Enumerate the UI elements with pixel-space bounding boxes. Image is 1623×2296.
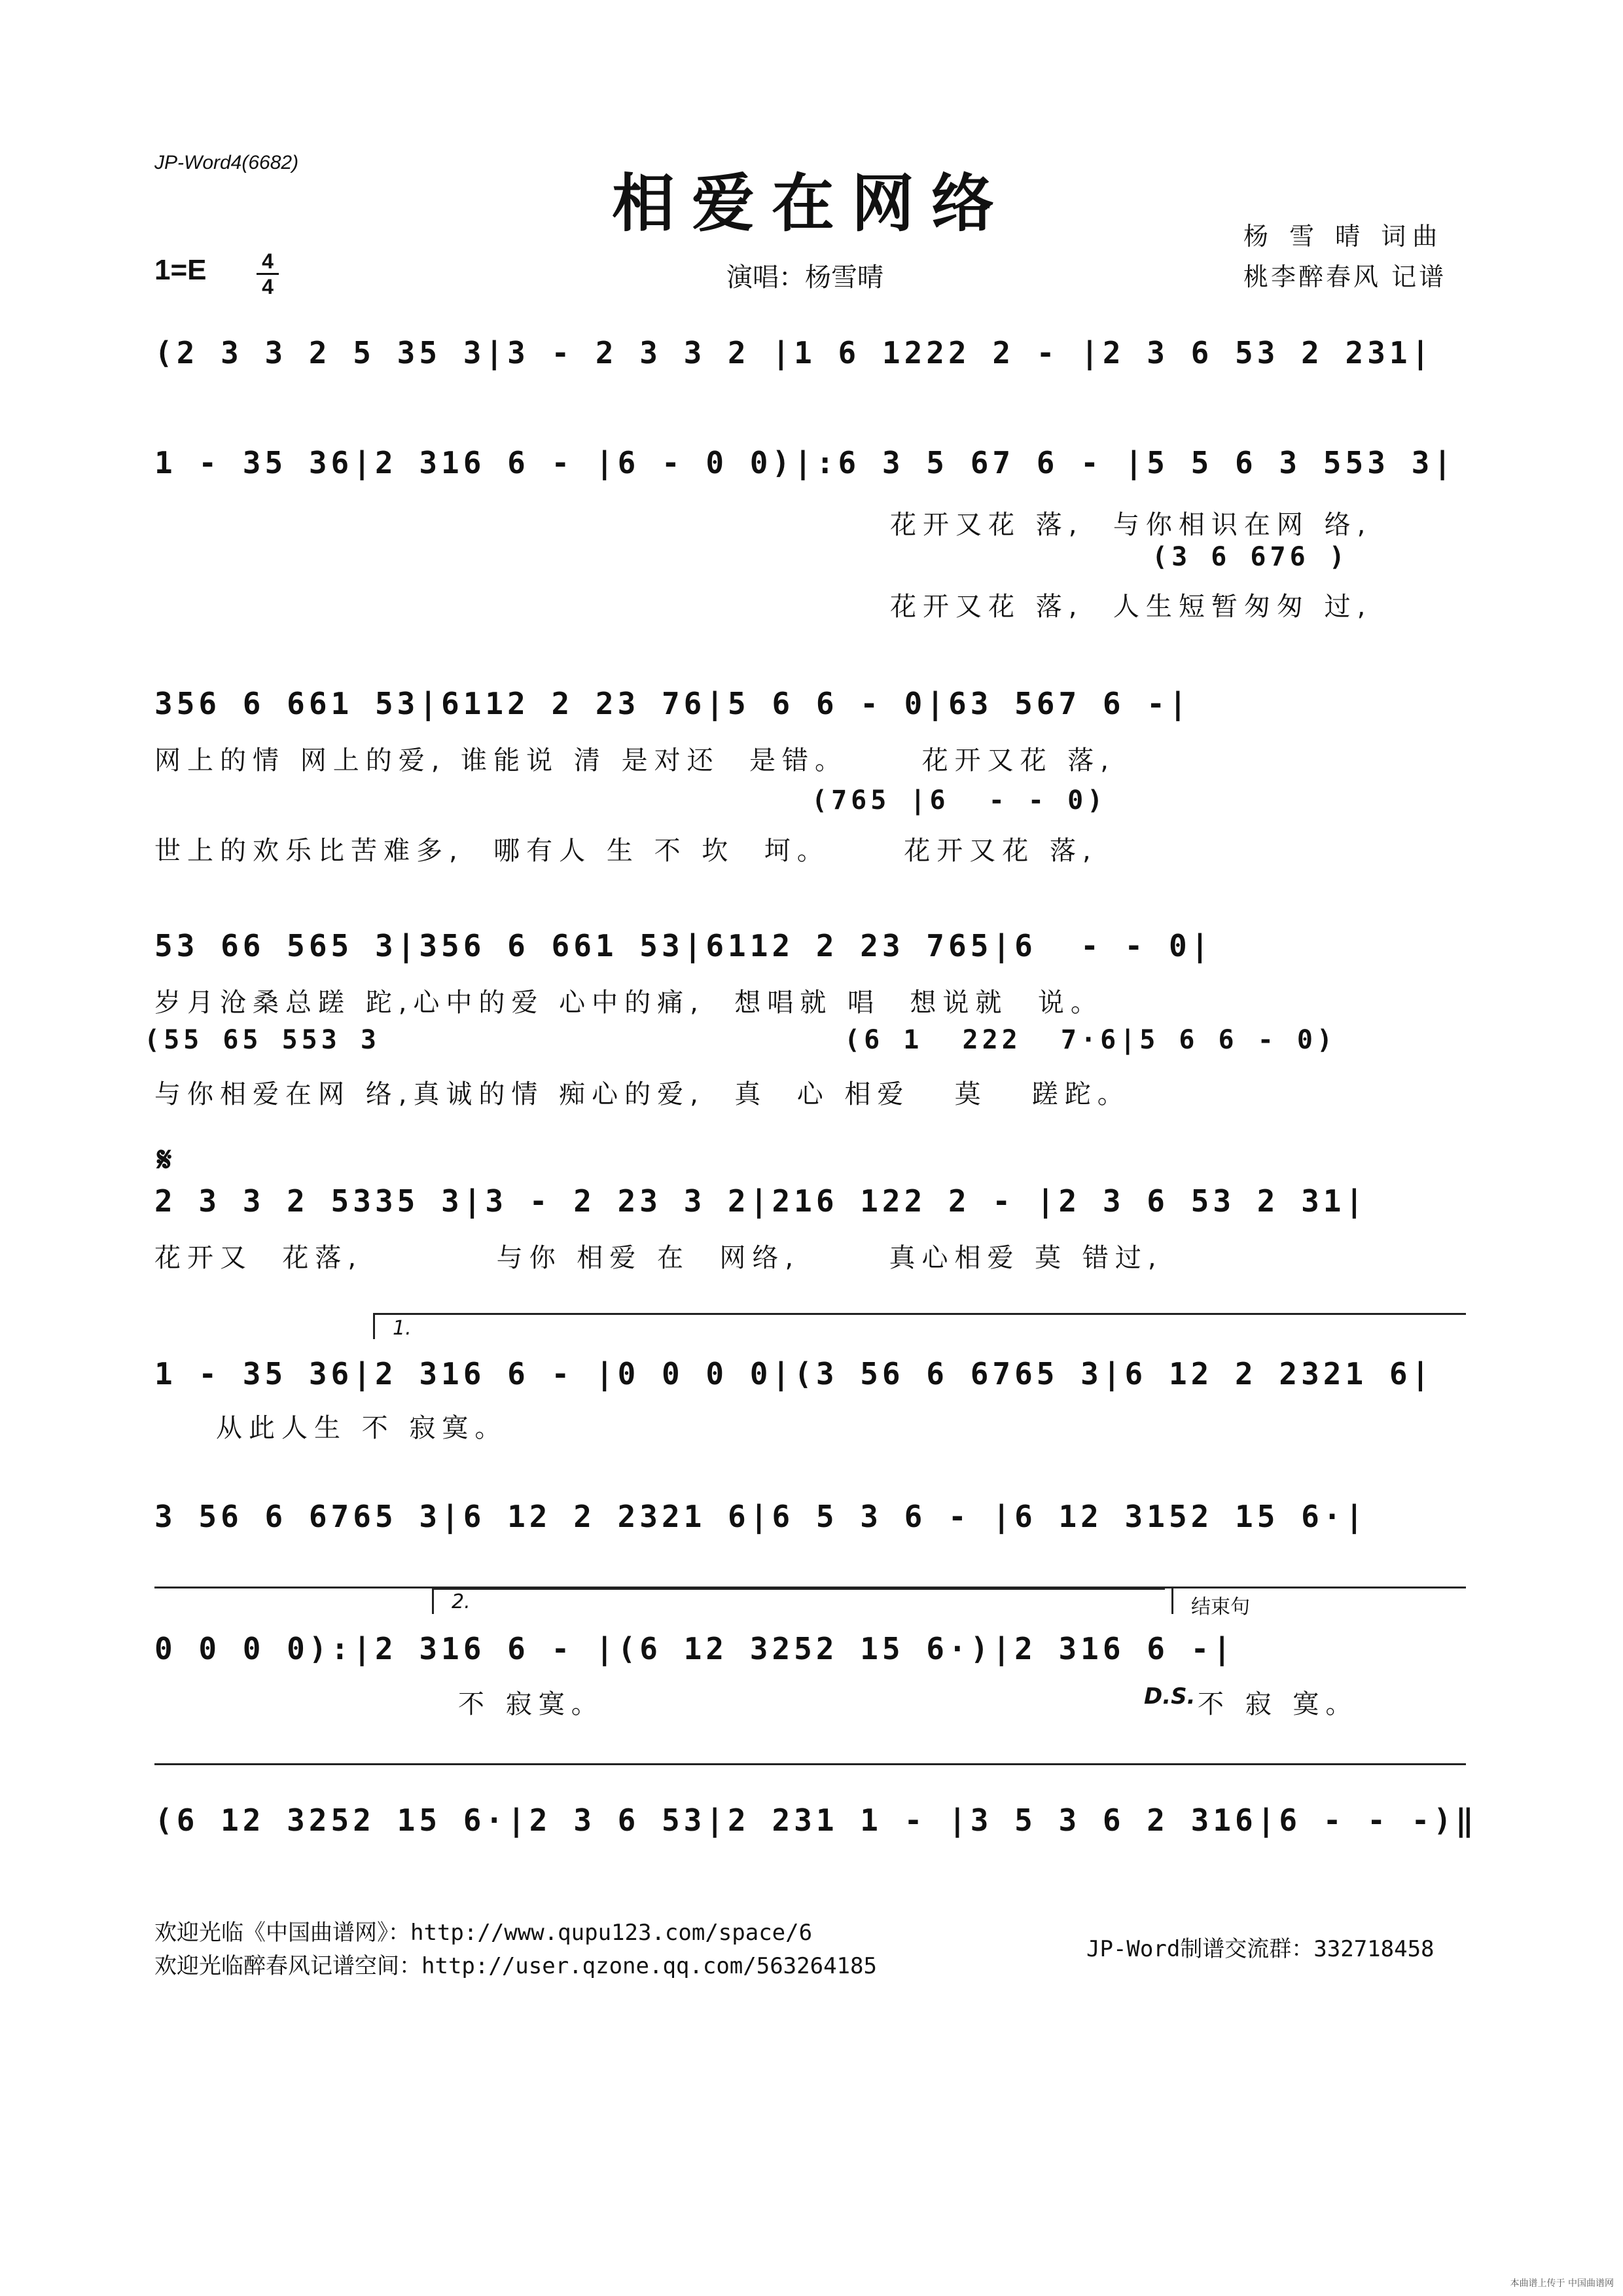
volta-1-bracket — [373, 1313, 1466, 1315]
volta-2-bracket — [432, 1588, 1165, 1590]
footer-link-qupu[interactable]: 欢迎光临《中国曲谱网》：http://www.qupu123.com/space/6 — [154, 1920, 813, 1946]
time-signature-top: 4 — [262, 249, 274, 273]
coda-bracket-edge — [1171, 1588, 1173, 1614]
volta-1-label: 1. — [393, 1317, 412, 1340]
lyric-row-5: 花开又 花落, 与你 相爱 在 网络, 真心相爱 莫 错过, — [154, 1243, 1163, 1273]
lyric-row-8: 不 寂寞。 — [458, 1689, 604, 1719]
lyric-row-2: 花开又花 落, 与你相识在网 络, — [890, 510, 1372, 540]
sub-row-3: (765 |6 - - 0) — [812, 785, 1107, 816]
lyric-row-2-second: 花开又花 落, 人生短暂匆匆 过, — [890, 592, 1372, 622]
lyric-row-8-second: 不 寂 寞。 — [1198, 1689, 1359, 1719]
score-row-5: 2 3 3 2 5335 3|3 - 2 23 3 2|216 122 2 - |2 3 6 53 2 31| — [154, 1183, 1368, 1219]
footer-group: JP-Word制谱交流群：332718458 — [1086, 1936, 1435, 1962]
singer-credit: 演唱：杨雪晴 — [726, 262, 883, 293]
key-signature: 1=E — [154, 254, 207, 286]
sub-row-2: (3 6 676 ) — [1152, 542, 1349, 572]
time-signature — [257, 250, 279, 298]
time-signature-bottom: 4 — [262, 275, 274, 298]
dal-segno-mark: D.S. — [1144, 1683, 1196, 1710]
score-row-7: 3 56 6 6765 3|6 12 2 2321 6|6 5 3 6 - |6 12 3152 15 6·| — [154, 1499, 1368, 1534]
notator-credit: 桃李醉春风 记谱 — [1243, 262, 1447, 291]
upload-credit: 本曲谱上传于 中国曲谱网 — [1510, 2278, 1614, 2289]
lyric-row-4: 岁月沧桑总蹉 跎,心中的爱 心中的痛, 想唱就 唱 想说就 说。 — [154, 988, 1103, 1018]
volta-2-label: 2. — [452, 1590, 471, 1613]
score-row-2: 1 - 35 36|2 316 6 - |6 - 0 0)|:6 3 5 67 6 - |5 5 6 3 553 3| — [154, 445, 1455, 480]
coda-label: 结束句 — [1191, 1596, 1250, 1619]
footer-link-qzone[interactable]: 欢迎光临醉春风记谱空间：http://user.qzone.qq.com/563264185 — [154, 1953, 877, 1979]
composer-credit: 杨 雪 晴 词曲 — [1243, 222, 1444, 251]
ending-bracket-line — [154, 1763, 1466, 1765]
score-row-6: 1 - 35 36|2 316 6 - |0 0 0 0|(3 56 6 6765 3|6 12 2 2321 6| — [154, 1356, 1434, 1391]
score-row-8: 0 0 0 0):|2 316 6 - |(6 12 3252 15 6·)|2 316 6 -| — [154, 1631, 1236, 1666]
score-row-1: (2 3 3 2 5 35 3|3 - 2 3 3 2 |1 6 1222 2 - |2 3 6 53 2 231| — [154, 335, 1434, 370]
score-row-4: 53 66 565 3|356 6 661 53|6112 2 23 765|6 - - 0| — [154, 928, 1213, 963]
volta-1-bracket-edge — [373, 1313, 375, 1339]
sub-row-4-right: (6 1 222 7·6|5 6 6 - 0) — [844, 1025, 1337, 1055]
page-title: 相爱在网络 — [612, 166, 1011, 240]
lyric-row-6: 从此人生 不 寂寞。 — [216, 1413, 508, 1443]
score-row-9: (6 12 3252 15 6·|2 3 6 53|2 231 1 - |3 5 3 6 2 316|6 - - -)‖ — [154, 1803, 1478, 1838]
score-row-3: 356 6 661 53|6112 2 23 76|5 6 6 - 0|63 567 6 -| — [154, 686, 1191, 721]
lyric-row-4-second: 与你相爱在网 络,真诚的情 痴心的爱, 真 心 相爱 莫 蹉跎。 — [154, 1079, 1130, 1109]
sub-row-4-left: (55 65 553 3 — [144, 1025, 380, 1055]
lyric-row-3: 网上的情 网上的爱, 谁能说 清 是对还 是错。 花开又花 落, — [154, 745, 1116, 776]
lyric-row-3-second: 世上的欢乐比苦难多, 哪有人 生 不 坎 坷。 花开又花 落, — [154, 836, 1097, 866]
brand-label: JP-Word4(6682) — [154, 152, 299, 173]
volta-2-bracket-edge — [432, 1588, 434, 1614]
segno-icon: 𝄋 — [157, 1140, 172, 1179]
